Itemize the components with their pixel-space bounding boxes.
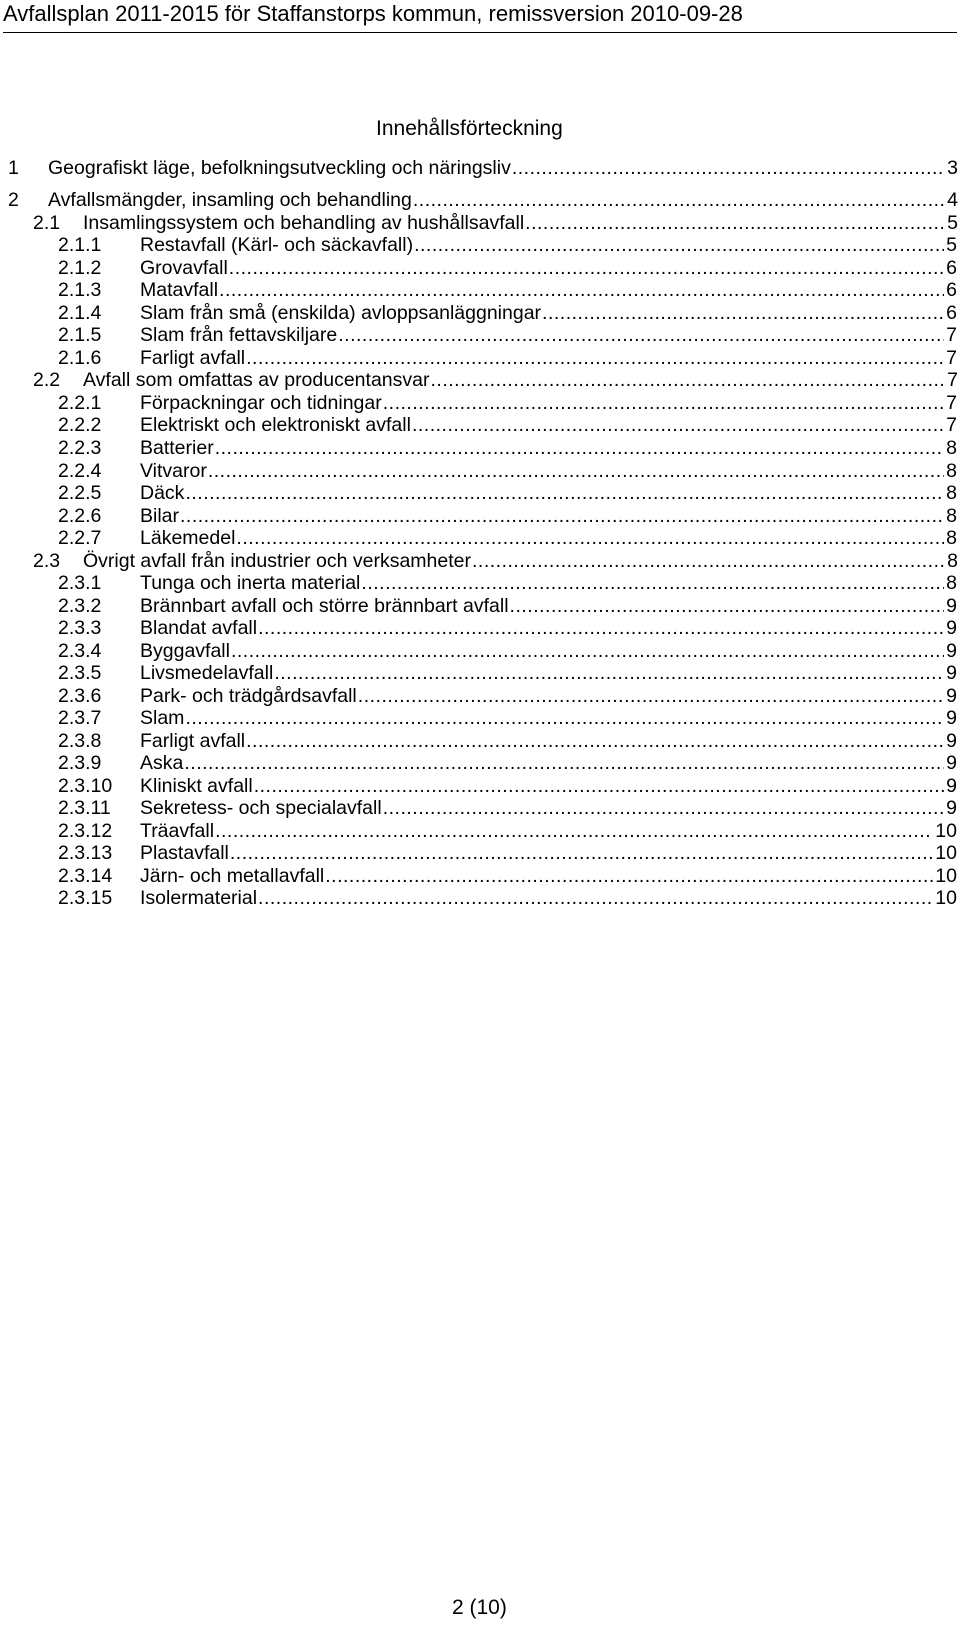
toc-entry-title: Park- och trädgårdsavfall <box>140 685 357 707</box>
toc-entry[interactable] <box>58 885 957 911</box>
toc-entry-page: 9 <box>946 775 957 797</box>
toc-entry-title: Slam från fettavskiljare <box>140 324 338 346</box>
toc-entry-page: 10 <box>935 842 957 864</box>
toc-title: Innehållsförteckning <box>376 117 563 140</box>
toc-entry-page: 8 <box>946 527 957 549</box>
toc-entry-number: 2.3.9 <box>58 752 102 774</box>
toc-entry-title: Batterier <box>140 437 214 459</box>
toc-entry-number: 2.3.7 <box>58 707 102 729</box>
toc-entry-number: 2.3.1 <box>58 572 102 594</box>
toc-entry-number: 2.1.1 <box>58 234 102 256</box>
toc-entry-number: 2.3.11 <box>58 797 111 819</box>
toc-entry-title: Bilar <box>140 505 180 527</box>
toc-entry-number: 2.2.6 <box>58 505 102 527</box>
toc-entry-number: 2.2.1 <box>58 392 102 414</box>
toc-entry-page: 10 <box>935 865 957 887</box>
toc-entry-page: 8 <box>946 505 957 527</box>
toc-entry-title: Byggavfall <box>140 640 230 662</box>
toc-entry-page: 9 <box>946 752 957 774</box>
toc-entry-number: 2.3.15 <box>58 887 113 909</box>
toc-entry-title: Restavfall (Kärl- och säckavfall) <box>140 234 414 256</box>
toc-entry-number: 2.3.5 <box>58 662 102 684</box>
toc-entry-title: Kliniskt avfall <box>140 775 253 797</box>
toc-entry-number: 2.2.4 <box>58 460 102 482</box>
toc-entry-title: Blandat avfall <box>140 617 258 639</box>
toc-entry-page: 9 <box>946 640 957 662</box>
toc-entry-number: 2.1.3 <box>58 279 102 301</box>
toc-entry-title: Aska <box>140 752 184 774</box>
toc-entry-page: 6 <box>946 279 957 301</box>
toc-entry-page: 5 <box>947 212 958 234</box>
toc-entry-page: 4 <box>947 189 958 211</box>
toc-entry-title: Läkemedel <box>140 527 236 549</box>
toc-entry-title: Insamlingssystem och behandling av hushållsavfall <box>83 212 525 234</box>
toc-entry-page: 7 <box>947 369 958 391</box>
toc-entry-page: 9 <box>946 617 957 639</box>
toc-entry-number: 2.3.6 <box>58 685 102 707</box>
toc-entry-title: Brännbart avfall och större brännbart avfall <box>140 595 509 617</box>
toc-entry-title: Övrigt avfall från industrier och verksamheter <box>83 550 471 572</box>
toc-entry-title: Livsmedelavfall <box>140 662 274 684</box>
toc-entry-page: 9 <box>946 685 957 707</box>
toc-entry-page: 9 <box>946 730 957 752</box>
toc-entry-number: 2.1.6 <box>58 347 102 369</box>
page-header <box>3 0 957 33</box>
toc-entry-number: 2.1 <box>33 212 61 234</box>
toc-entry-title: Slam <box>140 707 185 729</box>
toc-entry-number: 2.3.14 <box>58 865 113 887</box>
toc-entry-number: 2.3.3 <box>58 617 102 639</box>
toc-entry-page: 6 <box>946 302 957 324</box>
toc-entry-number: 2.2.5 <box>58 482 102 504</box>
toc-entry-title: Slam från små (enskilda) avloppsanläggningar <box>140 302 542 324</box>
toc-entry-page: 10 <box>935 820 957 842</box>
toc-entry-number: 2.3.4 <box>58 640 102 662</box>
toc-entry-number: 2.3.10 <box>58 775 113 797</box>
toc-entry-title: Geografiskt läge, befolkningsutveckling och näringsliv <box>48 157 511 179</box>
toc-entry-title: Vitvaror <box>140 460 207 482</box>
toc-entry-number: 2 <box>8 189 19 211</box>
toc-entry-title: Grovavfall <box>140 257 228 279</box>
toc-entry-number: 2.1.5 <box>58 324 102 346</box>
toc-entry-page: 8 <box>946 437 957 459</box>
toc-entry[interactable] <box>8 155 958 181</box>
toc-entry-page: 8 <box>946 482 957 504</box>
toc-entry-number: 2.3.8 <box>58 730 102 752</box>
toc-entry-page: 7 <box>946 392 957 414</box>
toc-entry-page: 9 <box>946 595 957 617</box>
toc-entry-number: 2.1.2 <box>58 257 102 279</box>
toc-entry-page: 9 <box>946 662 957 684</box>
toc-entry-number: 2.2.7 <box>58 527 102 549</box>
toc-entry-title: Plastavfall <box>140 842 229 864</box>
toc-entry-number: 2.2.3 <box>58 437 102 459</box>
toc-entry-title: Däck <box>140 482 185 504</box>
toc-entry-title: Isolermaterial <box>140 887 258 909</box>
toc-entry-page: 9 <box>946 797 957 819</box>
toc-entry-page: 7 <box>946 324 957 346</box>
toc-entry-page: 5 <box>946 234 957 256</box>
toc-entry-page: 7 <box>946 414 957 436</box>
toc-entry-number: 2.2.2 <box>58 414 102 436</box>
toc-entry-number: 2.3.2 <box>58 595 102 617</box>
toc-entry-number: 2.3 <box>33 550 61 572</box>
page-number: 2 (10) <box>452 1596 507 1619</box>
toc-entry-number: 2.3.12 <box>58 820 113 842</box>
toc-entry-title: Förpackningar och tidningar <box>140 392 382 414</box>
toc-entry-title: Sekretess- och specialavfall <box>140 797 382 819</box>
toc-entry-number: 1 <box>8 157 19 179</box>
toc-entry-title: Tunga och inerta material <box>140 572 361 594</box>
toc-entry-page: 9 <box>946 707 957 729</box>
toc-dot-leader <box>512 155 945 181</box>
toc-dot-leader <box>258 885 933 911</box>
toc-entry-page: 10 <box>935 887 957 909</box>
toc-entry-title: Avfallsmängder, insamling och behandling <box>48 189 412 211</box>
header-text: Avfallsplan 2011-2015 för Staffanstorps kommun, remissversion 2010-09-28 <box>3 1 743 26</box>
toc-entry-page: 6 <box>946 257 957 279</box>
toc-entry-page: 8 <box>946 460 957 482</box>
toc-entry-page: 8 <box>946 572 957 594</box>
toc-entry-title: Elektriskt och elektroniskt avfall <box>140 414 411 436</box>
toc-entry-page: 8 <box>947 550 958 572</box>
toc-entry-title: Avfall som omfattas av producentansvar <box>83 369 430 391</box>
toc-entry-title: Träavfall <box>140 820 215 842</box>
toc-entry-page: 7 <box>946 347 957 369</box>
toc-entry-title: Järn- och metallavfall <box>140 865 325 887</box>
toc-entry-title: Farligt avfall <box>140 730 246 752</box>
toc-entry-page: 3 <box>947 157 958 179</box>
toc-entry-number: 2.1.4 <box>58 302 102 324</box>
toc-entry-title: Matavfall <box>140 279 219 301</box>
toc-entry-title: Farligt avfall <box>140 347 246 369</box>
toc-entry-number: 2.3.13 <box>58 842 113 864</box>
toc-entry-number: 2.2 <box>33 369 61 391</box>
